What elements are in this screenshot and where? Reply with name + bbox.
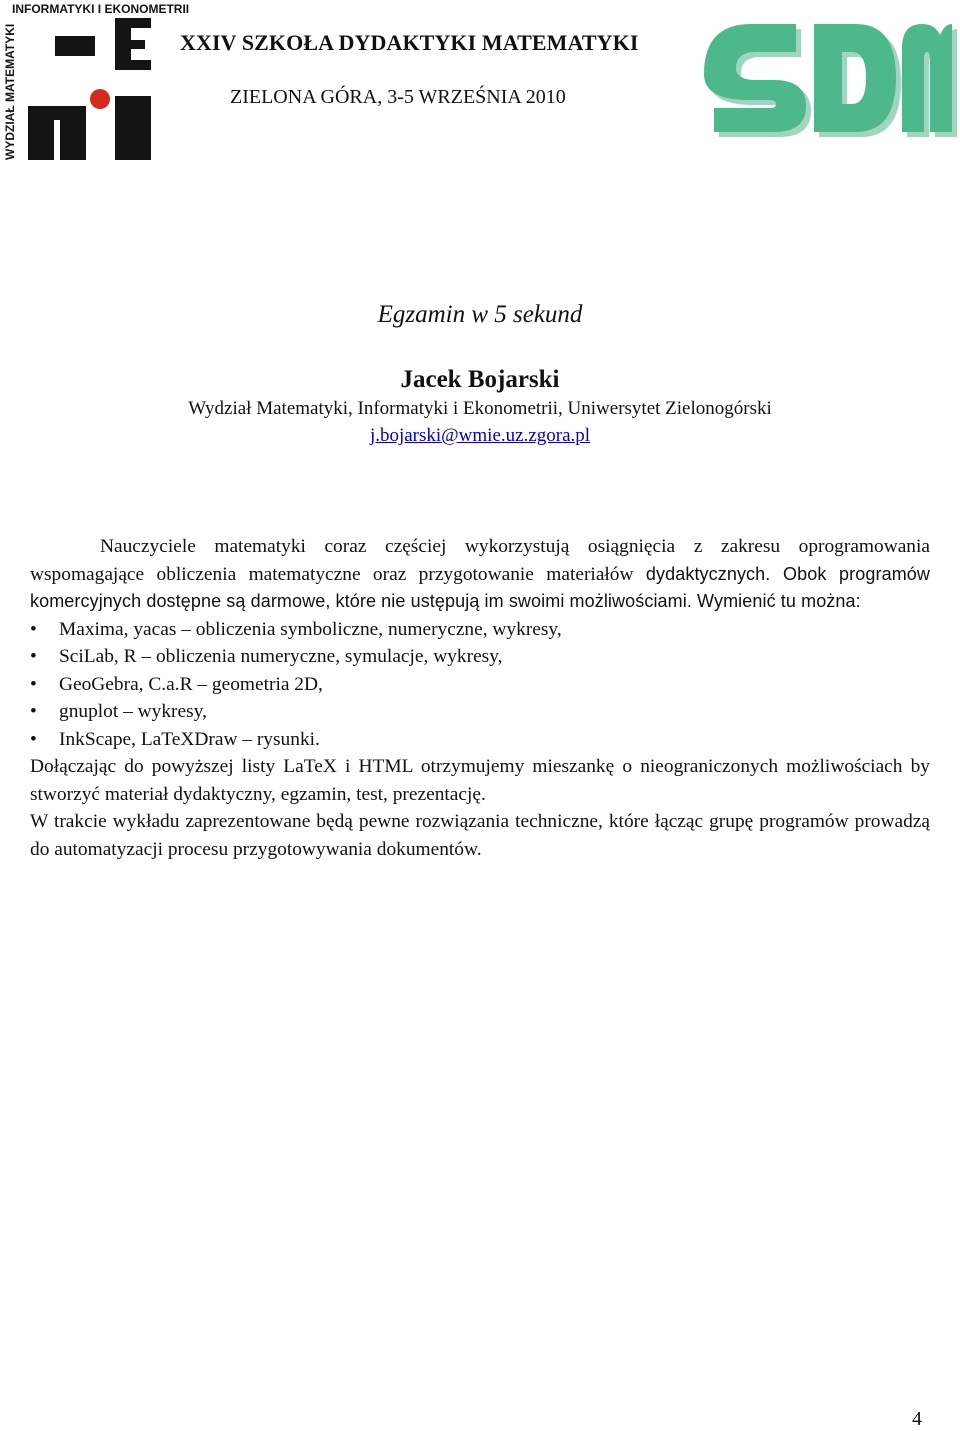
- list-item-text: Maxima, yacas – obliczenia symboliczne, numeryczne, wykresy,: [59, 618, 562, 640]
- list-item-text: GeoGebra, C.a.R – geometria 2D,: [59, 673, 323, 695]
- bullet-icon: •: [30, 701, 37, 722]
- conference-title: XXIV SZKOŁA DYDAKTYKI MATEMATYKI: [180, 30, 639, 55]
- abstract-p1-serif: Nauczyciele matematyki coraz częściej wykorzystują osiągnięcia z zakresu oprogramowania wspomagające obliczenia matematyczne oraz przygotowanie materiałów: [30, 536, 930, 585]
- svg-text:INFORMATYKI I EKONOMETRII: INFORMATYKI I EKONOMETRII: [12, 2, 190, 16]
- abstract-p1-sans: dydaktycznych. Obok programów komercyjnych dostępne są darmowe, które nie ustępują im swoimi możliwościami. Wymienić tu można:: [30, 563, 930, 611]
- sdm-logo: [696, 4, 958, 144]
- conference-place-date: ZIELONA GÓRA, 3-5 WRZEŚNIA 2010: [230, 86, 566, 108]
- list-item: [30, 671, 930, 699]
- list-item: [30, 616, 930, 644]
- bullet-icon: •: [30, 618, 37, 640]
- list-item-text: SciLab, R – obliczenia numeryczne, symulacje, wykresy,: [59, 646, 503, 667]
- list-item: [30, 726, 930, 754]
- abstract-paragraph-1: [30, 533, 930, 616]
- bullet-icon: •: [30, 646, 37, 667]
- tools-list: [30, 616, 930, 754]
- faculty-logo: [0, 0, 190, 162]
- author-affiliation: Wydział Matematyki, Informatyki i Ekonometrii, Uniwersytet Zielonogórski: [188, 398, 772, 419]
- list-item: [30, 643, 930, 671]
- abstract-paragraph-2: Dołączając do powyższej listy LaTeX i HTML otrzymujemy mieszankę o nieograniczonych możliwościach by stworzyć materiał dydaktyczny, egzamin, test, prezentację.: [30, 756, 930, 805]
- abstract-paragraph-3: W trakcie wykładu zaprezentowane będą pewne rozwiązania techniczne, które łącząc grupę programów prowadzą do automatyzacji procesu przygotowywania dokumentów.: [30, 811, 930, 860]
- page-number: 4: [912, 1408, 922, 1430]
- list-item-text: gnuplot – wykresy,: [59, 701, 207, 722]
- list-item-text: InkScape, LaTeXDraw – rysunki.: [59, 728, 320, 750]
- author-name: Jacek Bojarski: [400, 366, 560, 393]
- bullet-icon: •: [30, 728, 37, 750]
- article-title: Egzamin w 5 sekund: [377, 301, 583, 328]
- bullet-icon: •: [30, 673, 37, 695]
- svg-text:WYDZIAŁ MATEMATYKI: WYDZIAŁ MATEMATYKI: [3, 23, 17, 160]
- author-email-line: [0, 425, 960, 447]
- abstract: [30, 533, 930, 863]
- list-item: [30, 698, 930, 726]
- author-email-link[interactable]: j.bojarski@wmie.uz.zgora.pl: [369, 425, 591, 446]
